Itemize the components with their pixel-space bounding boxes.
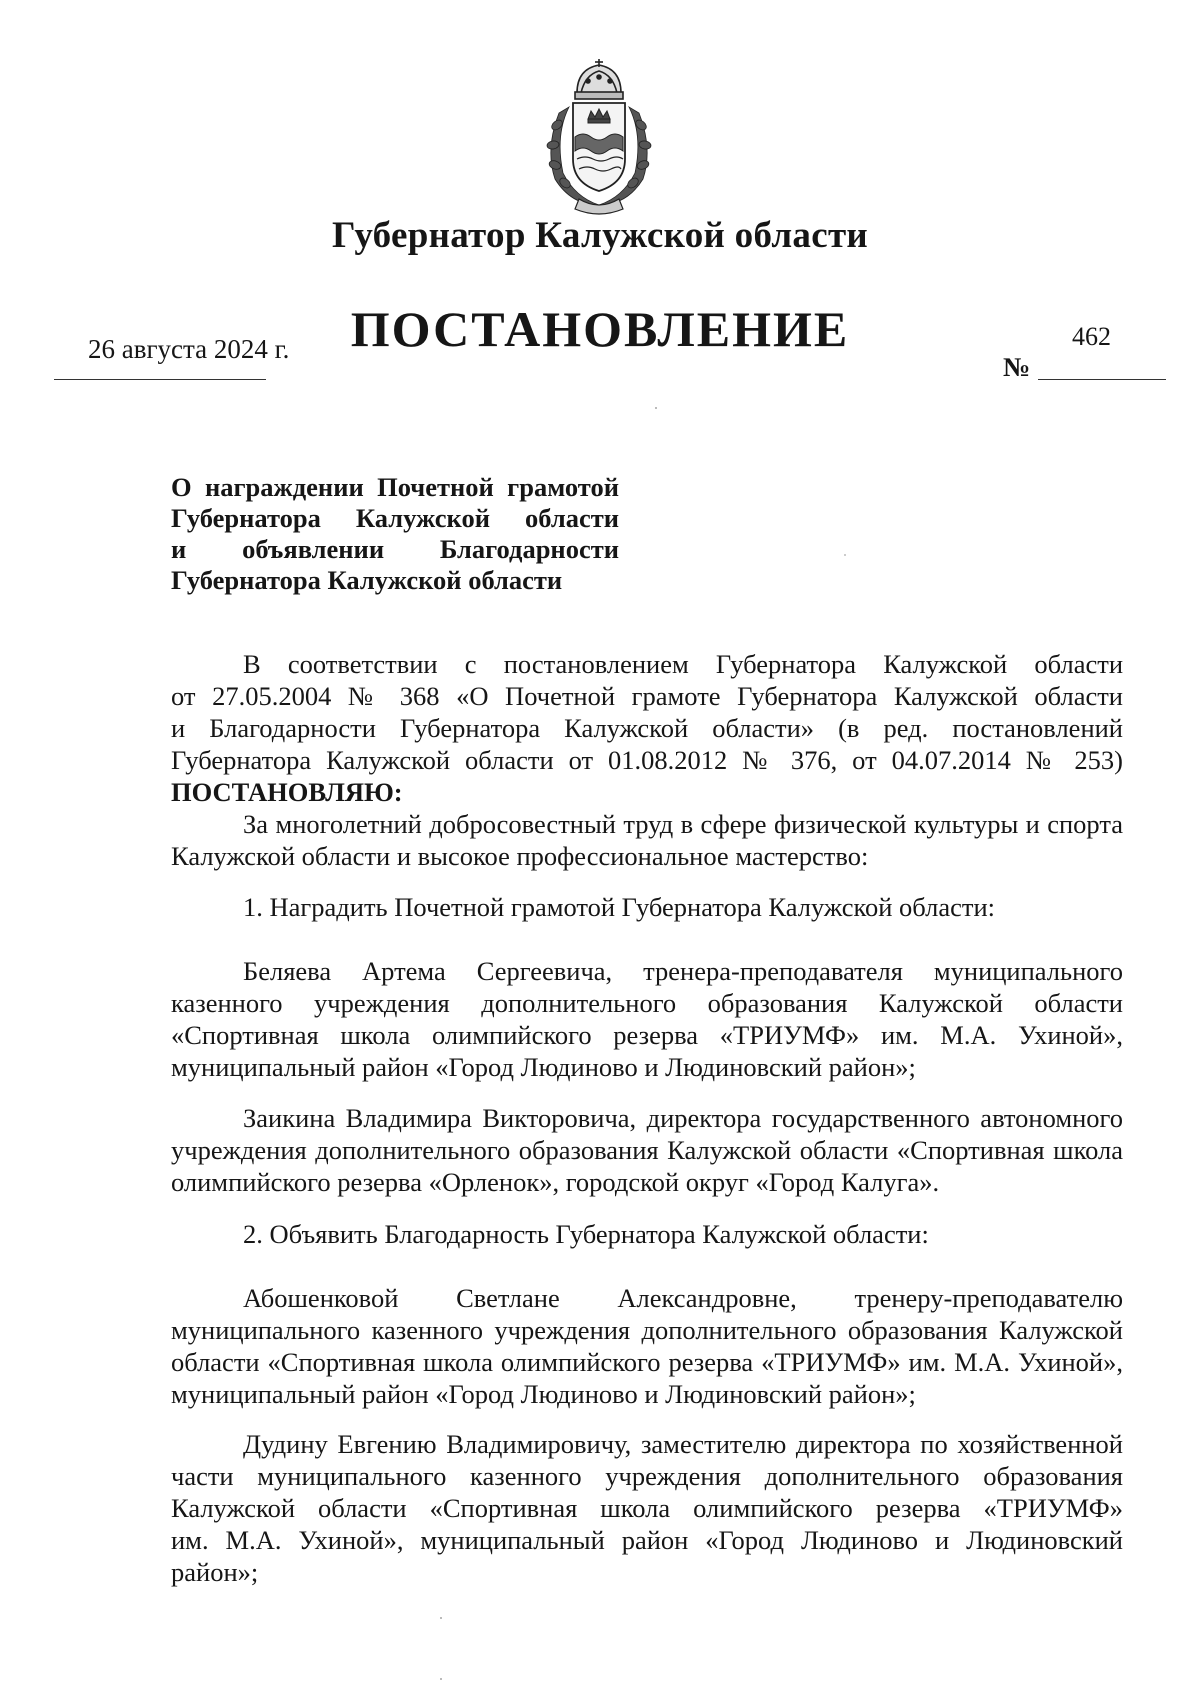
preamble-line: и Благодарности Губернатора Калужской области» (в ред. постановлений (171, 713, 1123, 743)
preamble-line: от 27.05.2004 № 368 «О Почетной грамоте Губернатора Калужской области (171, 681, 1123, 711)
document-date: 26 августа 2024 г. (88, 334, 290, 364)
entry-line: Беляева Артема Сергеевича, тренера-преподавателя муниципального (243, 956, 1123, 986)
kaluga-region-coat-of-arms-icon (533, 55, 665, 217)
entry-line: части муниципального казенного учреждения дополнительного образования (171, 1461, 1123, 1491)
date-underline (54, 379, 266, 380)
entry-line: Абошенковой Светлане Александровне, тренеру-преподавателю (243, 1283, 1123, 1313)
preamble-line: Губернатора Калужской области от 01.08.2012 № 376, от 04.07.2014 № 253) (171, 745, 1123, 775)
document-type-title: ПОСТАНОВЛЕНИЕ (350, 301, 850, 357)
entry-line: Заикина Владимира Викторовича, директора государственного автономного (243, 1103, 1123, 1133)
number-underline (1038, 379, 1166, 380)
entry-line: «Спортивная школа олимпийского резерва «ТРИУМФ» им. М.А. Ухиной», (171, 1020, 1123, 1050)
entry-line: учреждения дополнительного образования Калужской области «Спортивная школа (171, 1135, 1123, 1165)
entry-line: Дудину Евгению Владимировичу, заместителю директора по хозяйственной (243, 1429, 1123, 1459)
scan-speck (844, 554, 846, 556)
section-1-heading: 1. Наградить Почетной грамотой Губернатора Калужской области: (243, 892, 995, 922)
gratitude-entry (171, 1428, 1123, 1588)
preamble (171, 648, 1123, 872)
entry-line: области «Спортивная школа олимпийского резерва «ТРИУМФ» им. М.А. Ухиной», (171, 1347, 1123, 1377)
subject-line: Губернатора Калужской области (171, 565, 563, 595)
scan-speck (655, 407, 657, 409)
entry-line: муниципальный район «Город Людиново и Людиновский район»; (171, 1379, 916, 1409)
subject-line: О награждении Почетной грамотой (171, 472, 619, 502)
scan-speck (440, 1617, 442, 1619)
reason-line: Калужской области и высокое профессиональное мастерство: (171, 841, 869, 871)
award-entry (171, 1102, 1123, 1198)
entry-line: район»; (171, 1557, 259, 1587)
preamble-line: В соответствии с постановлением Губернатора Калужской области (243, 649, 1123, 679)
award-entry (171, 955, 1123, 1083)
gratitude-entry (171, 1282, 1123, 1410)
subject-line: Губернатора Калужской области (171, 503, 619, 533)
entry-line: олимпийского резерва «Орленок», городской округ «Город Калуга». (171, 1167, 940, 1197)
subject-line: и объявлении Благодарности (171, 534, 619, 564)
entry-line: им. М.А. Ухиной», муниципальный район «Город Людиново и Людиновский (171, 1525, 1123, 1555)
entry-line: муниципальный район «Город Людиново и Людиновский район»; (171, 1052, 916, 1082)
section-2-heading: 2. Объявить Благодарность Губернатора Калужской области: (243, 1219, 929, 1249)
document-number: 462 (1072, 322, 1111, 351)
decree-word: ПОСТАНОВЛЯЮ: (171, 777, 403, 807)
number-sign: № (1003, 352, 1031, 382)
entry-line: муниципального казенного учреждения дополнительного образования Калужской (171, 1315, 1123, 1345)
reason-line: За многолетний добросовестный труд в сфере физической культуры и спорта (243, 809, 1123, 839)
issuing-authority: Губернатор Калужской области (331, 215, 869, 256)
entry-line: Калужской области «Спортивная школа олимпийского резерва «ТРИУМФ» (171, 1493, 1123, 1523)
scan-speck (440, 1678, 442, 1680)
entry-line: казенного учреждения дополнительного образования Калужской области (171, 988, 1123, 1018)
section-1-heading-block (171, 891, 1123, 923)
section-2-heading-block (171, 1218, 1123, 1250)
document-subject (171, 472, 619, 596)
